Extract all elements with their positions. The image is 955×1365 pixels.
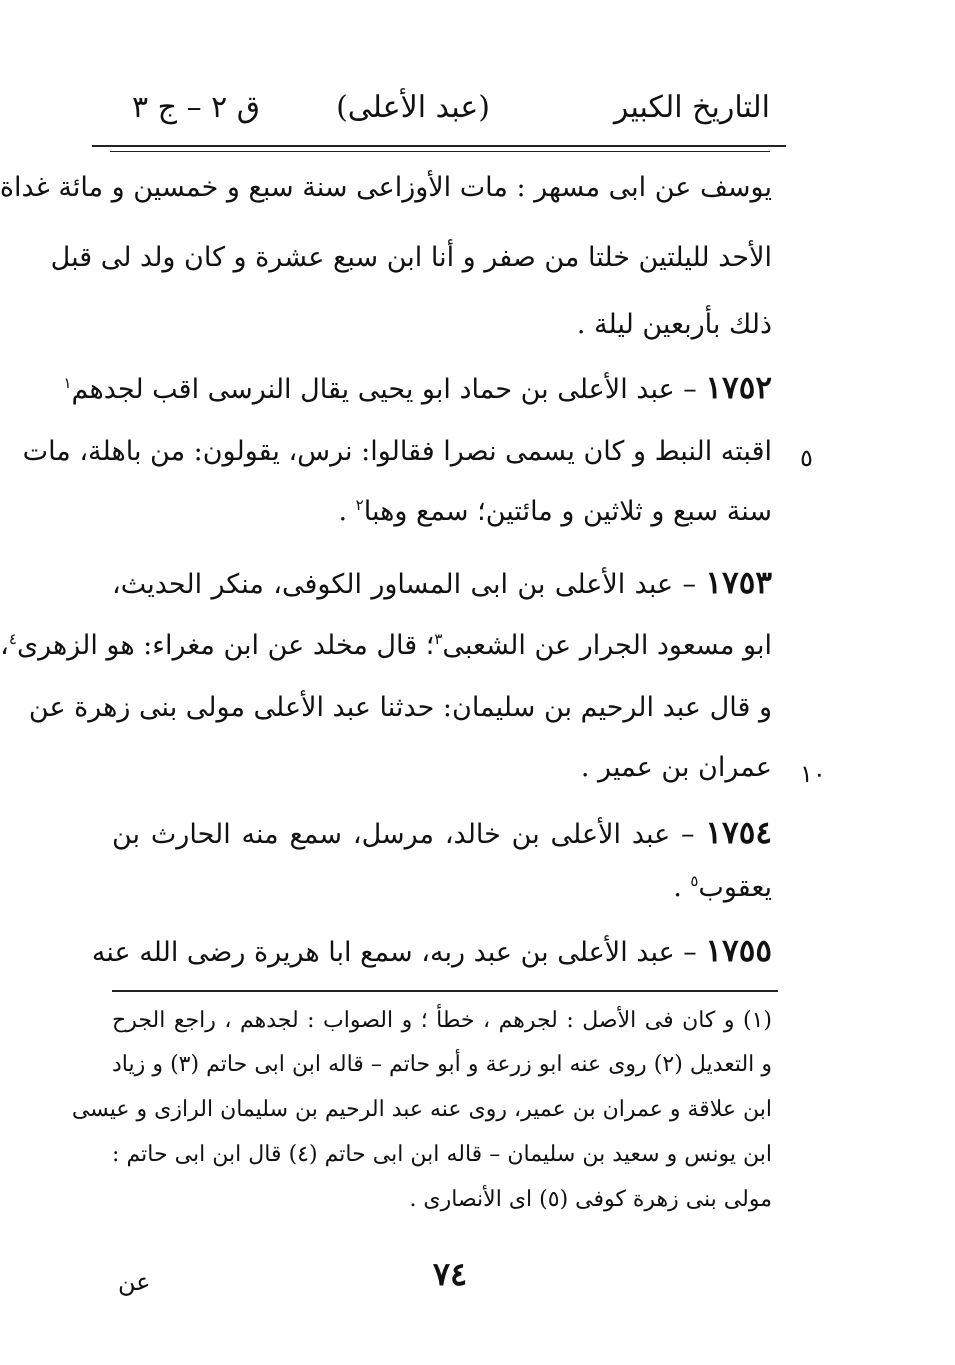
entry-text: – عبد الأعلى بن ابى المساور الكوفى، منكر الحديث، <box>112 569 696 600</box>
entry-1752-line-2: اقبته النبط و كان يسمى نصرا فقالوا: نرس، يقولون: من باهلة، مات <box>22 436 772 467</box>
section-title: (عبد الأعلى) <box>336 90 490 125</box>
margin-line-number: ١٠ <box>800 760 826 788</box>
running-header <box>110 88 770 128</box>
footnote-line: و التعديل (٢) روى عنه ابو زرعة و أبو حاتم – قاله ابن ابى حاتم (٣) و زياد <box>112 1052 772 1077</box>
header-rule <box>92 145 786 147</box>
entry-text: – عبد الأعلى بن حماد ابو يحيى يقال النرسى اقب لجدهم <box>71 374 697 405</box>
entry-text-end: . <box>338 496 356 527</box>
entry-1753-line-2 <box>0 630 772 661</box>
body-line: يوسف عن ابى مسهر : مات الأوزاعى سنة سبع و خمسين و مائة غداة <box>0 172 772 203</box>
entry-text: – عبد الأعلى بن خالد، مرسل، سمع منه الحارث بن <box>112 819 695 850</box>
entry-1753-line-3: و قال عبد الرحيم بن سليمان: حدثنا عبد الأعلى مولى بنى زهرة عن <box>28 692 772 723</box>
footnote-line: (١) و كان فى الأصل : لجرهم ، خطأ ؛ و الصواب : لجدهم ، راجع الجرح <box>112 1008 772 1033</box>
book-title: التاريخ الكبير <box>613 90 770 125</box>
entry-text: ، <box>0 630 9 661</box>
volume-indicator: ق ٢ – ج ٣ <box>132 90 261 125</box>
entry-text: – عبد الأعلى بن عبد ربه، سمع ابا هريرة رضى الله عنه <box>91 937 697 968</box>
catchword: عن <box>118 1268 151 1296</box>
entry-1755-line-1 <box>91 933 772 969</box>
entry-number: ١٧٥٣ <box>705 565 772 601</box>
entry-number: ١٧٥٥ <box>705 933 772 969</box>
body-line: الأحد لليلتين خلتا من صفر و أنا ابن سبع عشرة و كان ولد لى قبل <box>50 242 772 273</box>
entry-number: ١٧٥٢ <box>705 370 772 406</box>
page-number: ٧٤ <box>432 1255 468 1293</box>
footnote-line: ابن يونس و سعيد بن سليمان – قاله ابن ابى حاتم (٤) قال ابن ابى حاتم : <box>112 1142 772 1167</box>
footnote-line: مولى بنى زهرة كوفى (٥) اى الأنصارى . <box>409 1187 772 1212</box>
entry-text-end: . <box>673 872 691 903</box>
footnote-ref: ٢ <box>355 496 364 514</box>
entry-1754-line-1 <box>112 815 772 851</box>
entry-1753-line-1 <box>112 565 772 601</box>
entry-text: سنة سبع و ثلاثين و مائتين؛ سمع وهبا <box>363 496 772 527</box>
entry-text: ؛ قال مخلد عن ابن مغراء: هو الزهرى <box>16 630 435 661</box>
entry-1752-line-1 <box>63 370 772 406</box>
footnote-ref: ٥ <box>690 872 699 890</box>
footnote-ref: ٣ <box>434 630 443 648</box>
footnote-line: ابن علاقة و عمران بن عمير، روى عنه عبد الرحيم بن سليمان الرازى و عيسى <box>71 1097 772 1122</box>
entry-text: يعقوب <box>698 872 772 903</box>
body-line: ذلك بأربعين ليلة . <box>576 309 772 340</box>
entry-text: ابو مسعود الجرار عن الشعبى <box>442 630 772 661</box>
entry-1754-line-2 <box>112 872 772 903</box>
footnote-rule <box>112 990 778 992</box>
header-rule-thin <box>110 151 770 152</box>
entry-1753-line-4: عمران بن عمير . <box>580 752 772 783</box>
entry-1752-line-3 <box>112 496 772 527</box>
footnote-ref: ٤ <box>8 630 17 648</box>
footnote-ref: ١ <box>63 374 72 392</box>
entry-number: ١٧٥٤ <box>705 815 772 851</box>
margin-line-number: ٥ <box>800 444 813 472</box>
